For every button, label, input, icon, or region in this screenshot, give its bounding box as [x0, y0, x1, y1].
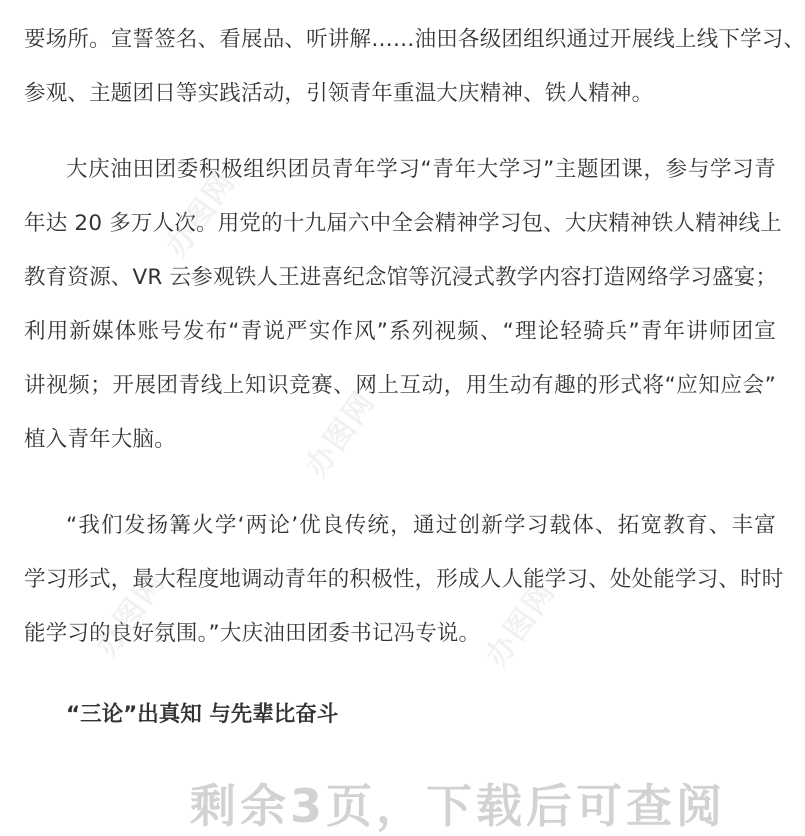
- paragraph-2-line-1: 大庆油田团委积极组织团员青年学习“青年大学习”主题团课，参与学习青: [66, 157, 776, 182]
- watermark-logo: 办图网: [479, 574, 563, 674]
- paragraph-2-line-5: 讲视频；开展团青线上知识竞赛、网上互动，用生动有趣的形式将“应知应会”: [24, 373, 776, 398]
- paragraph-3-line-1: “我们发扬篝火学‘两论’优良传统，通过创新学习载体、拓宽教育、丰富: [66, 513, 776, 538]
- paragraph-2-line-4: 利用新媒体账号发布“青说严实作风”系列视频、“理论轻骑兵”青年讲师团宣: [24, 319, 776, 344]
- paragraph-2-line-2: 年达 20 多万人次。用党的十九届六中全会精神学习包、大庆精神铁人精神线上: [24, 211, 782, 236]
- paragraph-1-line-1: 要场所。宣誓签名、看展品、听讲解……油田各级团组织通过开展线上线下学习、: [24, 27, 805, 52]
- paragraph-1-line-2: 参观、主题团日等实践活动，引领青年重温大庆精神、铁人精神。: [24, 81, 654, 106]
- paragraph-3-line-3: 能学习的良好氛围。”大庆油田团委书记冯专说。: [24, 621, 481, 646]
- paragraph-2-line-3: 教育资源、VR 云参观铁人王进喜纪念馆等沉浸式教学内容打造网络学习盛宴；: [24, 265, 778, 290]
- watermark-logo: 办图网: [299, 384, 383, 484]
- paragraph-3-line-2: 学习形式，最大程度地调动青年的积极性，形成人人能学习、处处能学习、时时: [24, 567, 784, 592]
- paragraph-2-line-6: 植入青年大脑。: [24, 427, 176, 452]
- watermark-logo: 办图网: [89, 564, 173, 664]
- remaining-pages-overlay[interactable]: 剩余3页，下载后可查阅: [190, 779, 727, 833]
- watermark-logo: 办图网: [159, 164, 243, 264]
- section-subheading: “三论”出真知 与先辈比奋斗: [66, 702, 339, 727]
